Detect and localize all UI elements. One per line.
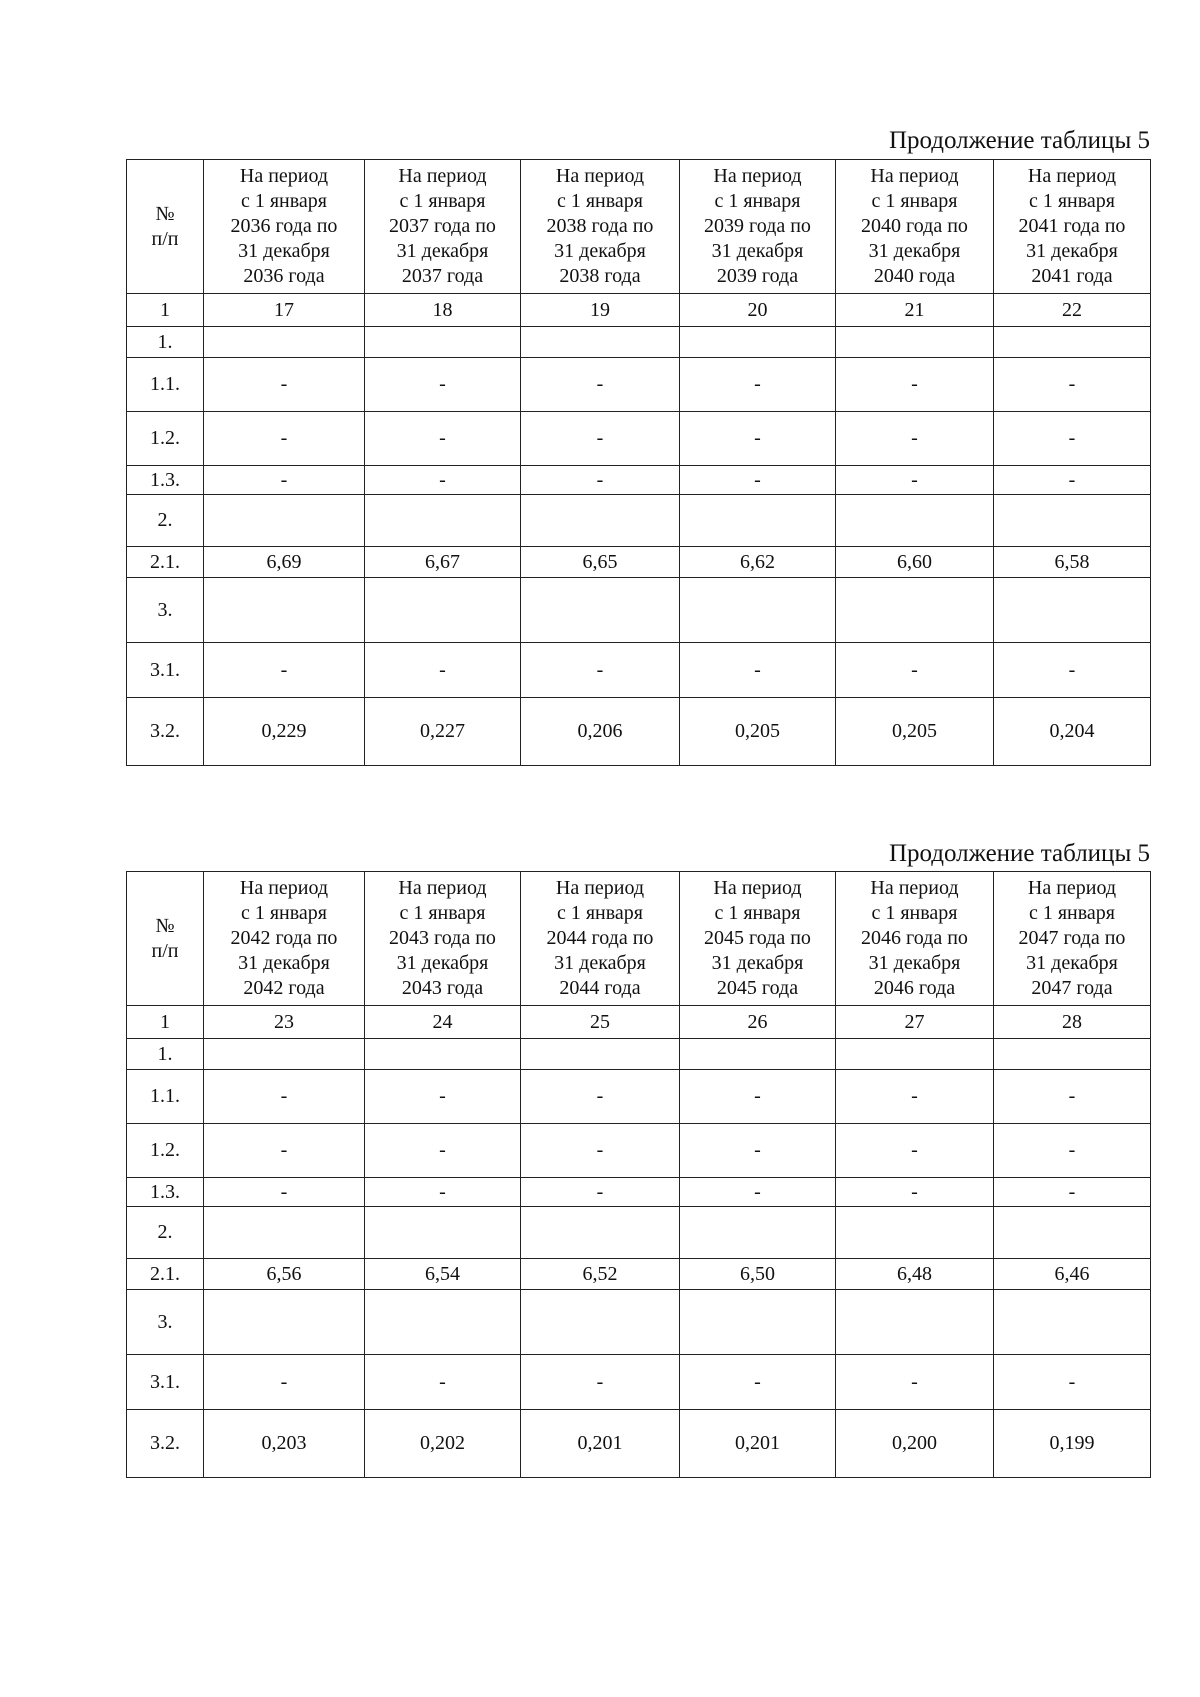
table-row (127, 578, 1151, 643)
value-cell (680, 495, 836, 547)
header-line: На период (555, 877, 645, 899)
value-cell: - (680, 643, 836, 698)
value-cell: - (521, 643, 680, 698)
row-label: 1. (127, 327, 204, 358)
value-cell: - (680, 1124, 836, 1178)
value-cell: - (836, 1178, 994, 1207)
header-line: На период (398, 165, 487, 187)
value-cell: - (521, 466, 680, 495)
value-cell (836, 495, 994, 547)
row-number-header (127, 872, 204, 1006)
value-cell: 6,58 (994, 547, 1151, 578)
column-number-cell: 22 (994, 294, 1151, 327)
header-line: На период (398, 877, 487, 899)
table-row (127, 643, 1151, 698)
value-cell: - (680, 1178, 836, 1207)
column-number-cell: 19 (521, 294, 680, 327)
header-line: с 1 января (714, 190, 801, 212)
header-line: 2041 года по (1018, 215, 1126, 237)
table-row (127, 1039, 1151, 1070)
period-column-header (680, 872, 836, 1006)
table-caption: Продолжение таблицы 5 (888, 127, 1150, 154)
header-line: 31 декабря (711, 952, 804, 974)
row-label: 1.1. (127, 1070, 204, 1124)
table-row (127, 1355, 1151, 1410)
header-line: 2040 года (873, 265, 956, 287)
value-cell (836, 578, 994, 643)
value-cell: - (680, 412, 836, 466)
value-cell: 6,67 (365, 547, 521, 578)
value-cell: - (521, 358, 680, 412)
value-cell (994, 1207, 1151, 1259)
value-cell (680, 1207, 836, 1259)
header-line: п/п (151, 227, 179, 250)
header-line: с 1 января (1028, 902, 1116, 924)
table-row (127, 1178, 1151, 1207)
row-number-header (127, 160, 204, 294)
value-cell (680, 327, 836, 358)
value-cell: 0,227 (365, 698, 521, 766)
value-cell: 6,52 (521, 1259, 680, 1290)
value-cell: 0,205 (836, 698, 994, 766)
value-cell (836, 1207, 994, 1259)
column-number-cell: 1 (127, 294, 204, 327)
header-line: 2037 года по (389, 215, 496, 237)
header-line: 31 декабря (711, 240, 804, 262)
value-cell: - (680, 358, 836, 412)
row-label: 1.3. (127, 466, 204, 495)
header-line: 31 декабря (396, 240, 489, 262)
value-cell: - (521, 412, 680, 466)
table-row (127, 547, 1151, 578)
row-label: 3.2. (127, 698, 204, 766)
table-caption: Продолжение таблицы 5 (888, 840, 1150, 867)
column-number-cell: 26 (680, 1006, 836, 1039)
value-cell: 0,203 (204, 1410, 365, 1478)
value-cell: - (836, 643, 994, 698)
value-cell (521, 495, 680, 547)
value-cell: - (836, 412, 994, 466)
value-cell: - (680, 466, 836, 495)
header-line: 2044 года (559, 977, 641, 999)
value-cell: - (836, 1070, 994, 1124)
row-label: 3.1. (127, 643, 204, 698)
value-cell: 6,46 (994, 1259, 1151, 1290)
header-line: 2038 года (559, 265, 641, 287)
column-number-cell: 23 (204, 1006, 365, 1039)
value-cell: 0,202 (365, 1410, 521, 1478)
header-line: 2036 года по (230, 215, 338, 237)
period-column-header (836, 160, 994, 294)
header-line: 31 декабря (1026, 952, 1118, 974)
value-cell: 0,205 (680, 698, 836, 766)
header-line: с 1 января (240, 902, 328, 924)
value-cell: 6,62 (680, 547, 836, 578)
value-cell (521, 1290, 680, 1355)
value-cell (680, 1290, 836, 1355)
table-row (127, 495, 1151, 547)
row-label: 3.1. (127, 1355, 204, 1410)
row-label: 2. (127, 1207, 204, 1259)
value-cell (521, 327, 680, 358)
header-line: 2047 года (1031, 977, 1113, 999)
table-row (127, 358, 1151, 412)
header-line: с 1 января (1028, 190, 1116, 212)
value-cell: - (994, 1124, 1151, 1178)
value-cell: - (204, 1178, 365, 1207)
row-label: 2.1. (127, 547, 204, 578)
header-line: 2039 года (716, 265, 799, 287)
table-row (127, 1070, 1151, 1124)
header-line: № (155, 914, 175, 937)
header-line: 2047 года по (1018, 927, 1126, 949)
header-line: На период (713, 165, 802, 187)
header-line: 2042 года по (230, 927, 338, 949)
value-cell: - (994, 643, 1151, 698)
value-cell (204, 327, 365, 358)
row-label: 2.1. (127, 1259, 204, 1290)
header-line: На период (1027, 165, 1117, 187)
header-line: 2039 года по (704, 215, 811, 237)
data-table (126, 159, 1151, 766)
header-line: 31 декабря (868, 952, 961, 974)
value-cell: - (365, 358, 521, 412)
column-number-cell: 20 (680, 294, 836, 327)
value-cell (365, 578, 521, 643)
value-cell (994, 578, 1151, 643)
value-cell (521, 1039, 680, 1070)
row-label: 3. (127, 578, 204, 643)
header-line: с 1 января (399, 902, 486, 924)
period-column-header (994, 160, 1151, 294)
value-cell: 6,54 (365, 1259, 521, 1290)
header-line: 2041 года (1031, 265, 1113, 287)
value-cell: - (994, 412, 1151, 466)
header-line: 2046 года по (861, 927, 968, 949)
value-cell: - (836, 358, 994, 412)
column-number-cell: 27 (836, 1006, 994, 1039)
value-cell: - (204, 358, 365, 412)
value-cell: - (204, 1124, 365, 1178)
row-label: 3. (127, 1290, 204, 1355)
column-number-row (127, 1006, 1151, 1039)
value-cell: - (994, 1178, 1151, 1207)
value-cell: - (521, 1124, 680, 1178)
header-line: № (155, 202, 175, 225)
value-cell: - (994, 1355, 1151, 1410)
header-line: 31 декабря (396, 952, 489, 974)
table-row (127, 1290, 1151, 1355)
value-cell: - (365, 412, 521, 466)
value-cell: - (204, 466, 365, 495)
row-label: 1.2. (127, 1124, 204, 1178)
period-column-header (680, 160, 836, 294)
value-cell (204, 1207, 365, 1259)
value-cell: 6,56 (204, 1259, 365, 1290)
header-line: 2043 года по (389, 927, 496, 949)
value-cell: - (365, 466, 521, 495)
value-cell: - (365, 1355, 521, 1410)
value-cell: - (521, 1355, 680, 1410)
value-cell: - (994, 466, 1151, 495)
value-cell: - (836, 466, 994, 495)
value-cell: - (680, 1070, 836, 1124)
header-line: 31 декабря (554, 240, 646, 262)
value-cell: - (836, 1355, 994, 1410)
value-cell: 6,65 (521, 547, 680, 578)
table-row (127, 327, 1151, 358)
value-cell: 0,201 (521, 1410, 680, 1478)
header-line: с 1 января (556, 190, 644, 212)
table-row (127, 1410, 1151, 1478)
table-row (127, 412, 1151, 466)
value-cell (994, 1039, 1151, 1070)
value-cell (365, 327, 521, 358)
value-cell: 0,201 (680, 1410, 836, 1478)
value-cell: 0,199 (994, 1410, 1151, 1478)
value-cell (680, 1039, 836, 1070)
value-cell (365, 1207, 521, 1259)
period-column-header (365, 872, 521, 1006)
value-cell (365, 1290, 521, 1355)
header-line: 2044 года по (546, 927, 654, 949)
header-line: с 1 января (556, 902, 644, 924)
value-cell: - (836, 1124, 994, 1178)
value-cell (365, 495, 521, 547)
header-line: 2046 года (873, 977, 956, 999)
table-row (127, 1259, 1151, 1290)
row-label: 2. (127, 495, 204, 547)
row-label: 1.2. (127, 412, 204, 466)
column-number-cell: 25 (521, 1006, 680, 1039)
header-line: с 1 января (240, 190, 328, 212)
value-cell: - (204, 643, 365, 698)
value-cell (204, 495, 365, 547)
period-column-header (521, 160, 680, 294)
value-cell: 6,48 (836, 1259, 994, 1290)
value-cell (680, 578, 836, 643)
value-cell: - (204, 1355, 365, 1410)
table-row (127, 466, 1151, 495)
period-column-header (521, 872, 680, 1006)
value-cell (994, 1290, 1151, 1355)
column-number-cell: 28 (994, 1006, 1151, 1039)
header-line: с 1 января (714, 902, 801, 924)
value-cell: - (521, 1070, 680, 1124)
table-row (127, 1207, 1151, 1259)
value-cell (204, 578, 365, 643)
period-column-header (836, 872, 994, 1006)
header-line: 31 декабря (238, 952, 330, 974)
value-cell: 6,60 (836, 547, 994, 578)
header-line: 2045 года (716, 977, 799, 999)
value-cell (836, 1039, 994, 1070)
header-row (127, 872, 1151, 1006)
value-cell: 0,229 (204, 698, 365, 766)
value-cell: - (521, 1178, 680, 1207)
value-cell: - (204, 412, 365, 466)
header-line: 2040 года по (861, 215, 968, 237)
header-line: На период (713, 877, 802, 899)
value-cell (204, 1290, 365, 1355)
value-cell (521, 1207, 680, 1259)
table-row (127, 698, 1151, 766)
period-column-header (204, 160, 365, 294)
header-line: с 1 января (399, 190, 486, 212)
value-cell (836, 1290, 994, 1355)
row-label: 1. (127, 1039, 204, 1070)
column-number-cell: 24 (365, 1006, 521, 1039)
value-cell: - (680, 1355, 836, 1410)
column-number-row (127, 294, 1151, 327)
value-cell: 6,69 (204, 547, 365, 578)
header-line: На период (239, 877, 329, 899)
value-cell (204, 1039, 365, 1070)
column-number-cell: 18 (365, 294, 521, 327)
header-line: 2042 года (243, 977, 325, 999)
value-cell: - (204, 1070, 365, 1124)
header-line: 2045 года по (704, 927, 811, 949)
value-cell (365, 1039, 521, 1070)
value-cell: - (365, 1178, 521, 1207)
header-line: На период (239, 165, 329, 187)
row-label: 3.2. (127, 1410, 204, 1478)
value-cell: - (365, 1124, 521, 1178)
header-line: 2038 года по (546, 215, 654, 237)
value-cell: 0,200 (836, 1410, 994, 1478)
header-line: 31 декабря (868, 240, 961, 262)
period-column-header (365, 160, 521, 294)
header-line: 31 декабря (1026, 240, 1118, 262)
column-number-cell: 17 (204, 294, 365, 327)
value-cell: 0,204 (994, 698, 1151, 766)
period-column-header (204, 872, 365, 1006)
value-cell: 0,206 (521, 698, 680, 766)
value-cell: - (365, 1070, 521, 1124)
value-cell (994, 327, 1151, 358)
value-cell (521, 578, 680, 643)
column-number-cell: 1 (127, 1006, 204, 1039)
header-line: 2037 года (401, 265, 484, 287)
header-line: с 1 января (871, 902, 958, 924)
data-table (126, 871, 1151, 1478)
header-line: 2036 года (243, 265, 325, 287)
header-line: На период (1027, 877, 1117, 899)
header-row (127, 160, 1151, 294)
value-cell: - (994, 358, 1151, 412)
value-cell (836, 327, 994, 358)
header-line: На период (555, 165, 645, 187)
table-row (127, 1124, 1151, 1178)
column-number-cell: 21 (836, 294, 994, 327)
value-cell: - (994, 1070, 1151, 1124)
header-line: 31 декабря (554, 952, 646, 974)
header-line: На период (870, 877, 959, 899)
header-line: 31 декабря (238, 240, 330, 262)
value-cell: - (365, 643, 521, 698)
header-line: На период (870, 165, 959, 187)
period-column-header (994, 872, 1151, 1006)
row-label: 1.1. (127, 358, 204, 412)
value-cell (994, 495, 1151, 547)
value-cell: 6,50 (680, 1259, 836, 1290)
header-line: 2043 года (401, 977, 484, 999)
header-line: с 1 января (871, 190, 958, 212)
row-label: 1.3. (127, 1178, 204, 1207)
header-line: п/п (151, 939, 179, 962)
